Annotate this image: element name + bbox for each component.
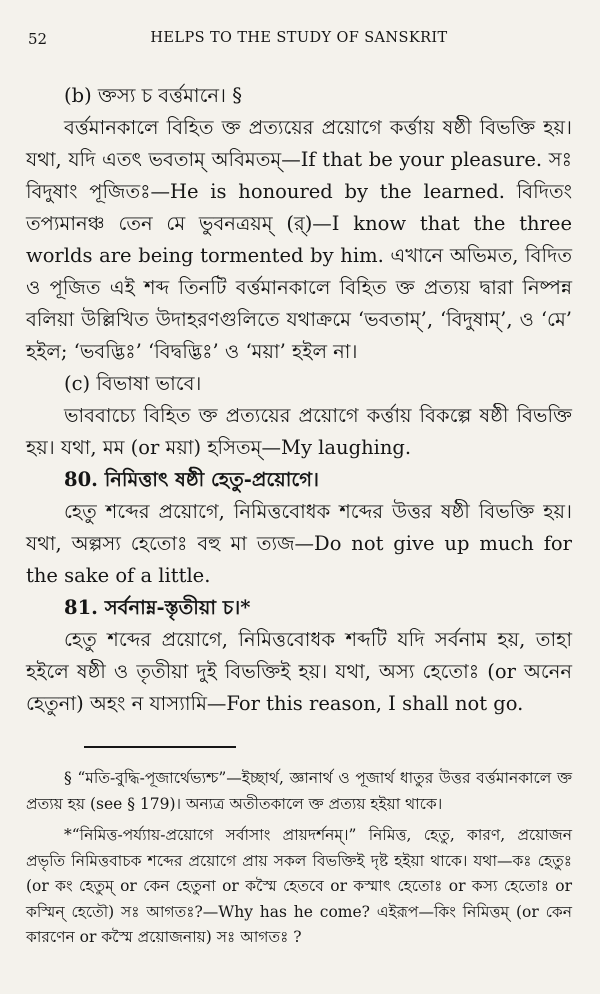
rule-heading-c: (c) বিভাষা ভাবে। (64, 372, 202, 395)
rule-81-explanation: হেতু শব্দের প্রয়োগে, নিমিত্তবোধক শব্দটি যদি সর্বনাম হয়, তাহা হইলে ষষ্ঠী ও তৃতীয়া দুই বিভক্তিই হয়। যথা, অস্য হেতোঃ (or অনেন হেতুনা) অহং ন যাস্যামি—For this reason, I shall not go. (26, 628, 572, 715)
page-number: 52 (28, 30, 48, 48)
rule-heading-b: (b) ক্তস্য চ বর্ত্তমানে। § (64, 84, 242, 107)
rule-b-explanation: বর্ত্তমানকালে বিহিত ক্ত প্রত্যয়ের প্রয়োগে কর্ত্তায় ষষ্ঠী বিভক্তি হয়। যথা, যদি এতৎ ভবতাম্ অবিমতম্—If that be your pleasure. সঃ বিদুষাং পূজিতঃ—He is honoured by the learned. বিদিতং তপ্যমানঞ্চ তেন মে ভুবনত্রয়ম্ (র্)—I know that the three worlds are being tormented by him. এখানে অভিমত, বিদিত ও পূজিত এই শব্দ তিনটি বর্ত্তমানকালে বিহিত ক্ত প্রত্যয় দ্বারা নিষ্পন্ন বলিয়া উল্লিখিত উদাহরণগুলিতে যথাক্রমে ‘ভবতাম্’, ‘বিদুষাম্’, ও ‘মে’ হইল; ‘ভবদ্ভিঃ’ ‘বিদ্বদ্ভিঃ’ ও ‘ময়া’ হইল না। (26, 116, 572, 363)
rule-80-explanation: হেতু শব্দের প্রয়োগে, নিমিত্তবোধক শব্দের উত্তর ষষ্ঠী বিভক্তি হয়। যথা, অল্পস্য হেতোঃ বহু মা ত্যজ—Do not give up much for the sake of a little. (26, 500, 572, 587)
rule-heading-80: 80. নিমিত্তাৎ ষষ্ঠী হেতু-প্রয়োগে। (64, 468, 319, 491)
rule-heading-81: 81. সর্বনাম্ন-স্তৃতীয়া চ।* (64, 596, 251, 619)
footnote-divider (84, 746, 236, 748)
main-text (26, 80, 572, 720)
footnote-asterisk: *“নিমিত্ত-পর্য্যায়-প্রয়োগে সর্বাসাং প্রায়দর্শনম্।” নিমিত্ত, হেতু, কারণ, প্রয়োজন প্রভৃতি নিমিত্তবাচক শব্দের প্রয়োগে প্রায় সকল বিভক্তিই দৃষ্ট হইয়া থাকে। যথা—কঃ হেতুঃ (or কং হেতুম্ or কেন হেতুনা or কস্মৈ হেতবে or কস্মাৎ হেতোঃ or কস্য হেতোঃ or কস্মিন্ হেতৌ) সঃ আগতঃ?—Why has he come? এইরূপ—কিং নিমিত্তম্ (or কেন কারণেন or কস্মৈ প্রয়োজনায়) সঃ আগতঃ ? (26, 826, 572, 946)
footnote-section: § “মতি-বুদ্ধি-পূজার্থেভ্যশ্চ”—ইচ্ছার্থ, জ্ঞানার্থ ও পূজার্থ ধাতুর উত্তর বর্ত্তমানকালে ক্ত প্রত্যয় হয় (see § 179)। অন্যত্র অতীতকালে ক্ত প্রত্যয় হইয়া থাকে। (26, 769, 572, 813)
running-title: HELPS TO THE STUDY OF SANSKRIT (150, 30, 448, 46)
page-header (26, 30, 572, 58)
rule-c-explanation: ভাববাচ্যে বিহিত ক্ত প্রত্যয়ের প্রয়োগে কর্ত্তায় বিকল্পে ষষ্ঠী বিভক্তি হয়। যথা, মম (or ময়া) হসিতম্—My laughing. (26, 404, 572, 459)
